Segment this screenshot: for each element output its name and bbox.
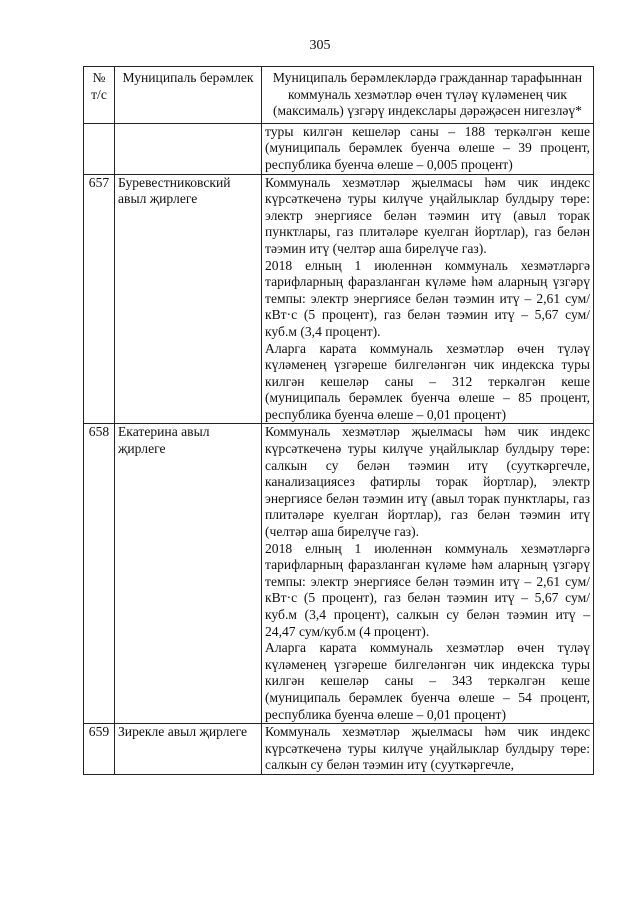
table-header-row <box>84 67 594 124</box>
justification-paragraph: Коммуналь хезмәтләр җыелмасы һәм чик индекс күрсәткеченә туры килүче уңайлыклар булдыру төре: электр энергиясе белән тәэмин итү (авыл торак пунктлары, газ плитәләре куелган йортлар), газ белән тәэмин итү (челтәр аша бирелүче газ). <box>265 174 590 256</box>
justification-paragraph: Коммуналь хезмәтләр җыелмасы һәм чик индекс күрсәткеченә туры килүче уңайлыклар булдыру төре: салкын су белән тәэмин итү (сууткәргечле, <box>265 724 590 773</box>
municipality-name: Зирекле авыл җирлеге <box>115 724 262 775</box>
municipality-name: Екатерина авыл җирлеге <box>115 424 262 724</box>
table-row <box>84 724 594 775</box>
table-row <box>84 174 594 424</box>
row-number <box>84 123 115 174</box>
table-row <box>84 424 594 724</box>
page-number: 305 <box>309 38 331 53</box>
justification-paragraph: Коммуналь хезмәтләр җыелмасы һәм чик индекс күрсәткеченә туры килүче уңайлыклар булдыру төре: салкын су белән тәэмин итү (сууткәргечле, канализациясез фатирлы торак йортлар), электр энергиясе белән тәэмин итү (авыл торак пунктлары, газ плитәләре куелган йортлар), газ белән тәэмин итү (челтәр аша бирелүче газ). <box>265 424 590 540</box>
index-justification <box>262 174 594 424</box>
justification-paragraph: 2018 елның 1 июленнән коммуналь хезмәтләргә тарифларның фаразланган күләме һәм аларның үзгәрү темпы: электр энергиясе белән тәэмин итү – 2,61 сум/кВт·с (5 процент), газ белән тәэмин итү – 5,67 сум/куб.м (3,4 процент), салкын су белән тәэмин итү – 24,47 сум/куб.м (4 процент). <box>265 540 590 639</box>
justification-paragraph: Аларга карата коммуналь хезмәтләр өчен түләү күләменең үзгәреше билгеләнгән чик индекска туры килгән кешеләр саны – 312 теркәлгән кеше (муниципаль берәмлек буенча өлеше – 85 процент, республика буенча өлеше – 0,01 процент) <box>265 340 590 422</box>
justification-paragraph: 2018 елның 1 июленнән коммуналь хезмәтләргә тарифларның фаразланган күләме һәм аларның үзгәрү темпы: электр энергиясе белән тәэмин итү – 2,61 сум/кВт·с (5 процент), газ белән тәэмин итү – 5,67 сум/куб.м (3,4 процент). <box>265 257 590 339</box>
municipality-index-table <box>83 66 594 775</box>
index-justification <box>262 724 594 775</box>
justification-paragraph: Аларга карата коммуналь хезмәтләр өчен түләү күләменең үзгәреше билгеләнгән чик индекска туры килгән кешеләр саны – 343 теркәлгән кеше (муниципаль берәмлек буенча өлеше – 54 процент, республика буенча өлеше – 0,01 процент) <box>265 640 590 722</box>
row-number: 659 <box>84 724 115 775</box>
municipality-name: Буревестниковский авыл җирлеге <box>115 174 262 424</box>
index-justification <box>262 424 594 724</box>
row-number: 657 <box>84 174 115 424</box>
header-num: № т/с <box>84 67 115 124</box>
header-municipality: Муниципаль берәмлек <box>115 67 262 124</box>
justification-paragraph: туры килгән кешеләр саны – 188 теркәлгән кеше (муниципаль берәмлек буенча өлеше – 39 процент, республика буенча өлеше – 0,005 процент) <box>265 123 590 172</box>
municipality-name <box>115 123 262 174</box>
index-justification <box>262 123 594 174</box>
header-index: Муниципаль берәмлекләрдә гражданнар тарафыннан коммуналь хезмәтләр өчен түләү күләменең чик (максималь) үзгәрү индекслары дәрәҗәсен нигезләү* <box>262 67 594 124</box>
row-number: 658 <box>84 424 115 724</box>
table-row <box>84 123 594 174</box>
